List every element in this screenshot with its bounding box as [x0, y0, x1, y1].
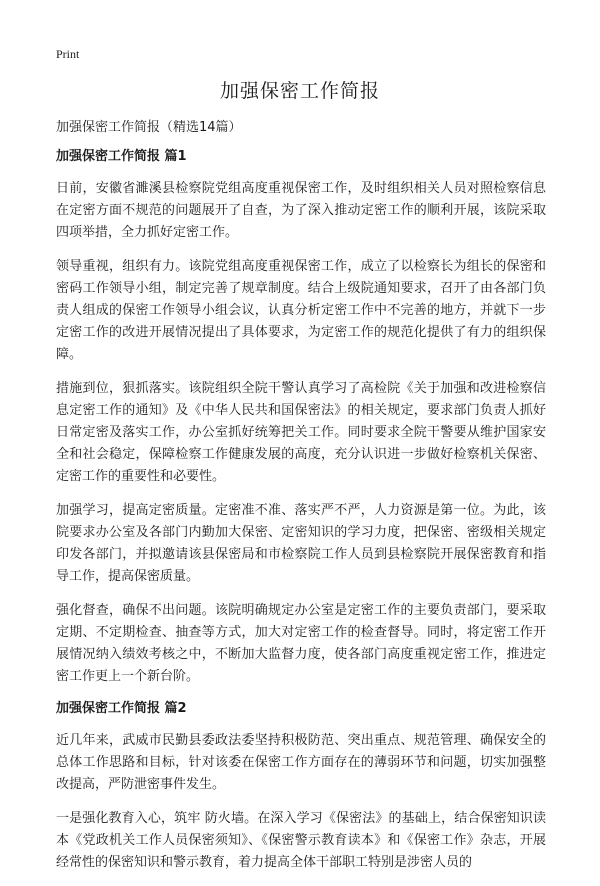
print-link[interactable]: Print [56, 47, 80, 61]
page-title: 加强保密工作简报 [219, 80, 380, 102]
paragraph: 加强学习，提高定密质量。定密准不准、落实严不严，人力资源是第一位。为此，该院要求办公室及各部门内勤加大保密、定密知识的学习力度，把保密、密级相关规定印发各部门，并拟邀请该县保密局和市检察院工作人员到县检察院开展保密教育和指导工作，提高保密质量。 [56, 503, 546, 584]
article-body [56, 148, 546, 886]
section-heading: 加强保密工作简报 篇1 [56, 149, 187, 164]
paragraph: 近几年来，武威市民勤县委政法委坚持积极防范、突出重点、规范管理、确保安全的总体工作思路和目标，针对该委在保密工作方面存在的薄弱环节和问题，切实加强整改提高，严防泄密事件发生。 [56, 733, 546, 792]
paragraph: 一是强化教育入心，筑牢 防火墙。在深入学习《保密法》的基础上，结合保密知识读本《党政机关工作人员保密须知》、《保密警示教育读本》和《保密工作》杂志，开展经常性的保密知识和警示教育，着力提高全体干部职工特别是涉密人员的 [56, 811, 546, 870]
section-2 [56, 700, 546, 874]
section-heading: 加强保密工作简报 篇2 [56, 701, 187, 716]
paragraph: 领导重视，组织有力。该院党组高度重视保密工作，成立了以检察长为组长的保密和密码工作领导小组，制定完善了规章制度。结合上级院通知要求，召开了由各部门负责人组成的保密工作领导小组会议，认真分析定密工作中不完善的地方，并就下一步定密工作的改进开展情况提出了具体要求，为定密工作的规范化提供了有力的组织保障。 [56, 259, 546, 362]
paragraph: 强化督查，确保不出问题。该院明确规定办公室是定密工作的主要负责部门，要采取定期、不定期检查、抽查等方式，加大对定密工作的检查督导。同时，将定密工作开展情况纳入绩效考核之中，不断加大监督力度，使各部门高度重视定密工作，推进定密工作更上一个新台阶。 [56, 603, 546, 684]
document-subtitle: 加强保密工作简报（精选14篇） [56, 120, 242, 135]
paragraph: 日前，安徽省濉溪县检察院党组高度重视保密工作，及时组织相关人员对照检察信息在定密方面不规范的问题展开了自查，为了深入推动定密工作的顺利开展，该院采取四项举措，全力抓好定密工作。 [56, 181, 546, 240]
paragraph: 措施到位，狠抓落实。该院组织全院干警认真学习了高检院《关于加强和改进检察信息定密工作的通知》及《中华人民共和国保密法》的相关规定，要求部门负责人抓好日常定密及落实工作，办公室抓好统筹把关工作。同时要求全院干警要从维护国家安全和社会稳定，保障检察工作健康发展的高度，充分认识进一步做好检察机关保密、定密工作的重要性和必要性。 [56, 381, 546, 484]
section-1 [56, 148, 546, 688]
